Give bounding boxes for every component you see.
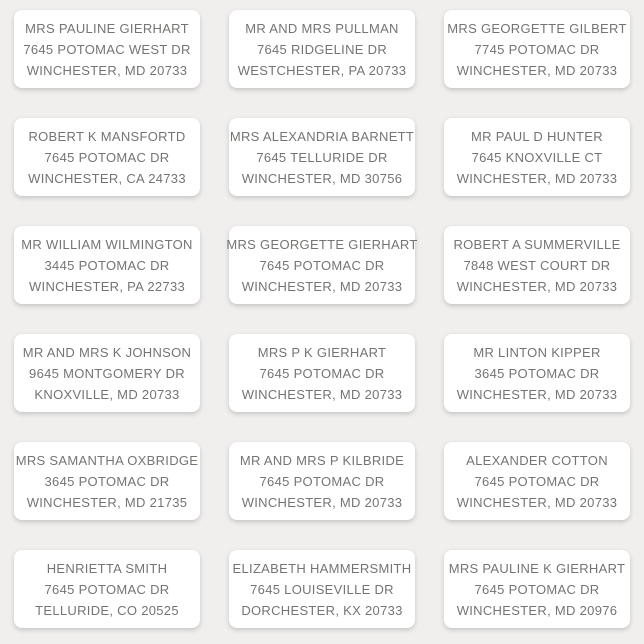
address-label (226, 226, 418, 304)
address-label (444, 334, 630, 412)
street-address: 7645 TELLURIDE DR (256, 149, 388, 165)
city-state-zip: TELLURIDE, CO 20525 (35, 602, 179, 618)
address-label (229, 118, 415, 196)
street-address: 7645 POTOMAC DR (44, 149, 170, 165)
street-address: 3645 POTOMAC DR (44, 473, 170, 489)
recipient-name: MR LINTON KIPPER (473, 344, 601, 360)
recipient-name: ROBERT A SUMMERVILLE (453, 236, 621, 252)
city-state-zip: WINCHESTER, MD 20733 (456, 62, 618, 78)
recipient-name: MR AND MRS PULLMAN (245, 20, 399, 36)
recipient-name: MRS ALEXANDRIA BARNETT (229, 128, 415, 144)
city-state-zip: WESTCHESTER, PA 20733 (237, 62, 407, 78)
address-label (444, 226, 630, 304)
street-address: 7645 POTOMAC DR (259, 473, 385, 489)
city-state-zip: WINCHESTER, MD 20733 (456, 170, 618, 186)
street-address: 3445 POTOMAC DR (44, 257, 170, 273)
street-address: 7645 POTOMAC DR (474, 473, 600, 489)
city-state-zip: WINCHESTER, MD 30756 (241, 170, 403, 186)
recipient-name: MR AND MRS K JOHNSON (22, 344, 192, 360)
city-state-zip: KNOXVILLE, MD 20733 (34, 386, 180, 402)
street-address: 7645 RIDGELINE DR (256, 41, 388, 57)
address-label (14, 226, 200, 304)
recipient-name: HENRIETTA SMITH (46, 560, 168, 576)
city-state-zip: WINCHESTER, MD 20733 (456, 494, 618, 510)
address-label (229, 550, 415, 628)
recipient-name: MRS GEORGETTE GIERHART (226, 236, 418, 252)
street-address: 7645 KNOXVILLE CT (471, 149, 603, 165)
city-state-zip: WINCHESTER, MD 20976 (456, 602, 618, 618)
recipient-name: MRS SAMANTHA OXBRIDGE (15, 452, 199, 468)
label-grid (14, 10, 630, 628)
city-state-zip: WINCHESTER, MD 20733 (241, 494, 403, 510)
recipient-name: ELIZABETH HAMMERSMITH (232, 560, 412, 576)
city-state-zip: WINCHESTER, MD 20733 (241, 386, 403, 402)
city-state-zip: WINCHESTER, MD 20733 (241, 278, 403, 294)
address-label (229, 442, 415, 520)
address-label (14, 118, 200, 196)
address-label (444, 442, 630, 520)
address-label (444, 10, 630, 88)
address-label (444, 118, 630, 196)
address-label (14, 334, 200, 412)
street-address: 7848 WEST COURT DR (463, 257, 611, 273)
recipient-name: MR WILLIAM WILMINGTON (21, 236, 193, 252)
city-state-zip: WINCHESTER, MD 20733 (26, 62, 188, 78)
address-label (444, 550, 630, 628)
street-address: 7645 LOUISEVILLE DR (250, 581, 394, 597)
recipient-name: MR AND MRS P KILBRIDE (239, 452, 405, 468)
street-address: 9645 MONTGOMERY DR (29, 365, 185, 381)
recipient-name: MRS PAULINE GIERHART (25, 20, 189, 36)
city-state-zip: WINCHESTER, MD 21735 (26, 494, 188, 510)
street-address: 7645 POTOMAC DR (474, 581, 600, 597)
street-address: 7745 POTOMAC DR (474, 41, 600, 57)
city-state-zip: WINCHESTER, MD 20733 (456, 278, 618, 294)
address-label (14, 10, 200, 88)
street-address: 7645 POTOMAC DR (259, 257, 385, 273)
street-address: 7645 POTOMAC DR (44, 581, 170, 597)
recipient-name: MRS GEORGETTE GILBERT (447, 20, 627, 36)
recipient-name: MR PAUL D HUNTER (471, 128, 603, 144)
address-label (14, 550, 200, 628)
address-label (229, 10, 415, 88)
recipient-name: ALEXANDER COTTON (466, 452, 608, 468)
recipient-name: MRS PAULINE K GIERHART (448, 560, 626, 576)
street-address: 3645 POTOMAC DR (474, 365, 600, 381)
street-address: 7645 POTOMAC DR (259, 365, 385, 381)
recipient-name: MRS P K GIERHART (257, 344, 387, 360)
city-state-zip: WINCHESTER, MD 20733 (456, 386, 618, 402)
street-address: 7645 POTOMAC WEST DR (23, 41, 191, 57)
city-state-zip: WINCHESTER, PA 22733 (28, 278, 186, 294)
address-label (229, 334, 415, 412)
city-state-zip: WINCHESTER, CA 24733 (28, 170, 186, 186)
address-label (14, 442, 200, 520)
city-state-zip: DORCHESTER, KX 20733 (241, 602, 403, 618)
recipient-name: ROBERT K MANSFORTD (28, 128, 186, 144)
